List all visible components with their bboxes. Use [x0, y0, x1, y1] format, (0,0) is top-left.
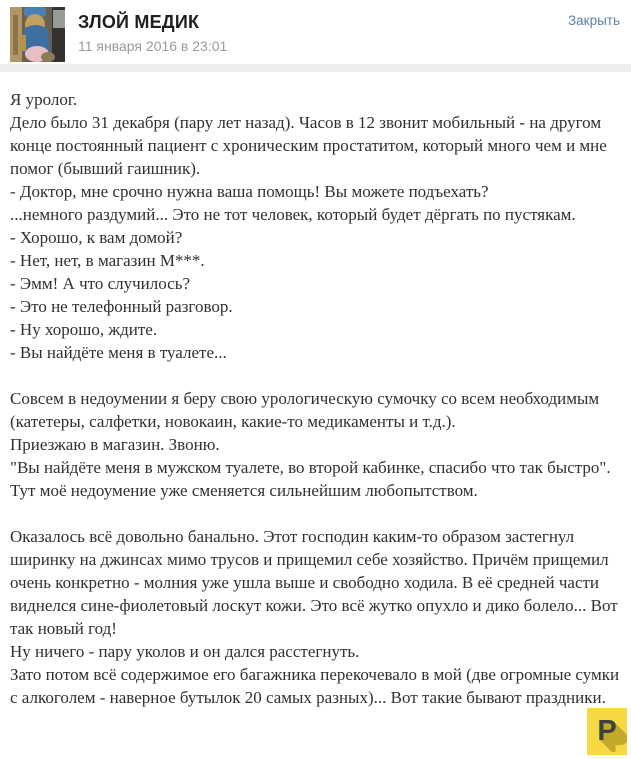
post-paragraph: Совсем в недоумении я беру свою урологическую сумочку со всем необходимым (катетеры, салфетки, новокаин, какие-то медикаменты и т.д.). Приезжаю в магазин. Звоню. "Вы найдёте меня в мужском туалете, во второй кабинке, спасибо что так быстро". Тут моё недоумение уже сменяется сильнейшим любопытством.	[10, 389, 611, 500]
avatar[interactable]	[10, 7, 65, 62]
post-text	[0, 72, 631, 719]
post-paragraph: Оказалось всё довольно банально. Этот господин каким-то образом застегнул ширинку на джинсах мимо трусов и прищемил себе хозяйство. Причём прищемил очень конкретно - молния уже ушла выше и свободно ходила. В её средней части виднелся сине-фиолетовый лоскут кожи. Это всё жутко опухло и дико болело... Вот так новый год! Ну ничего - пару уколов и он дался расстегнуть. Зато потом всё содержимое его багажника перекочевало в мой (две огромные сумки с алкоголем - наверное бутылок 20 самых разных)... Вот такие бывают праздники.	[10, 527, 620, 707]
p-watermark-letter: P	[597, 715, 617, 747]
p-watermark-badge	[587, 708, 627, 755]
page-title: ЗЛОЙ МЕДИК	[78, 12, 200, 32]
post-header	[0, 0, 631, 64]
avatar-photo-icon	[10, 7, 65, 62]
header-divider	[0, 64, 631, 72]
post-date: 11 января 2016 в 23:01	[78, 38, 228, 54]
close-button[interactable]: Закрыть	[568, 13, 620, 28]
post-paragraph: Я уролог. Дело было 31 декабря (пару лет назад). Часов в 12 звонит мобильный - на другом конце постоянный пациент с хроническим простатитом, который много чем и мне помог (бывший гаишник). - Доктор, мне срочно нужна ваша помощь! Вы можете подъехать? ...немного раздумий... Это не тот человек, который будет дёргать по пустякам. - Хорошо, к вам домой? - Нет, нет, в магазин М***. - Эмм! А что случилось? - Это не телефонный разговор. - Ну хорошо, ждите. - Вы найдёте меня в туалете...	[10, 90, 607, 362]
